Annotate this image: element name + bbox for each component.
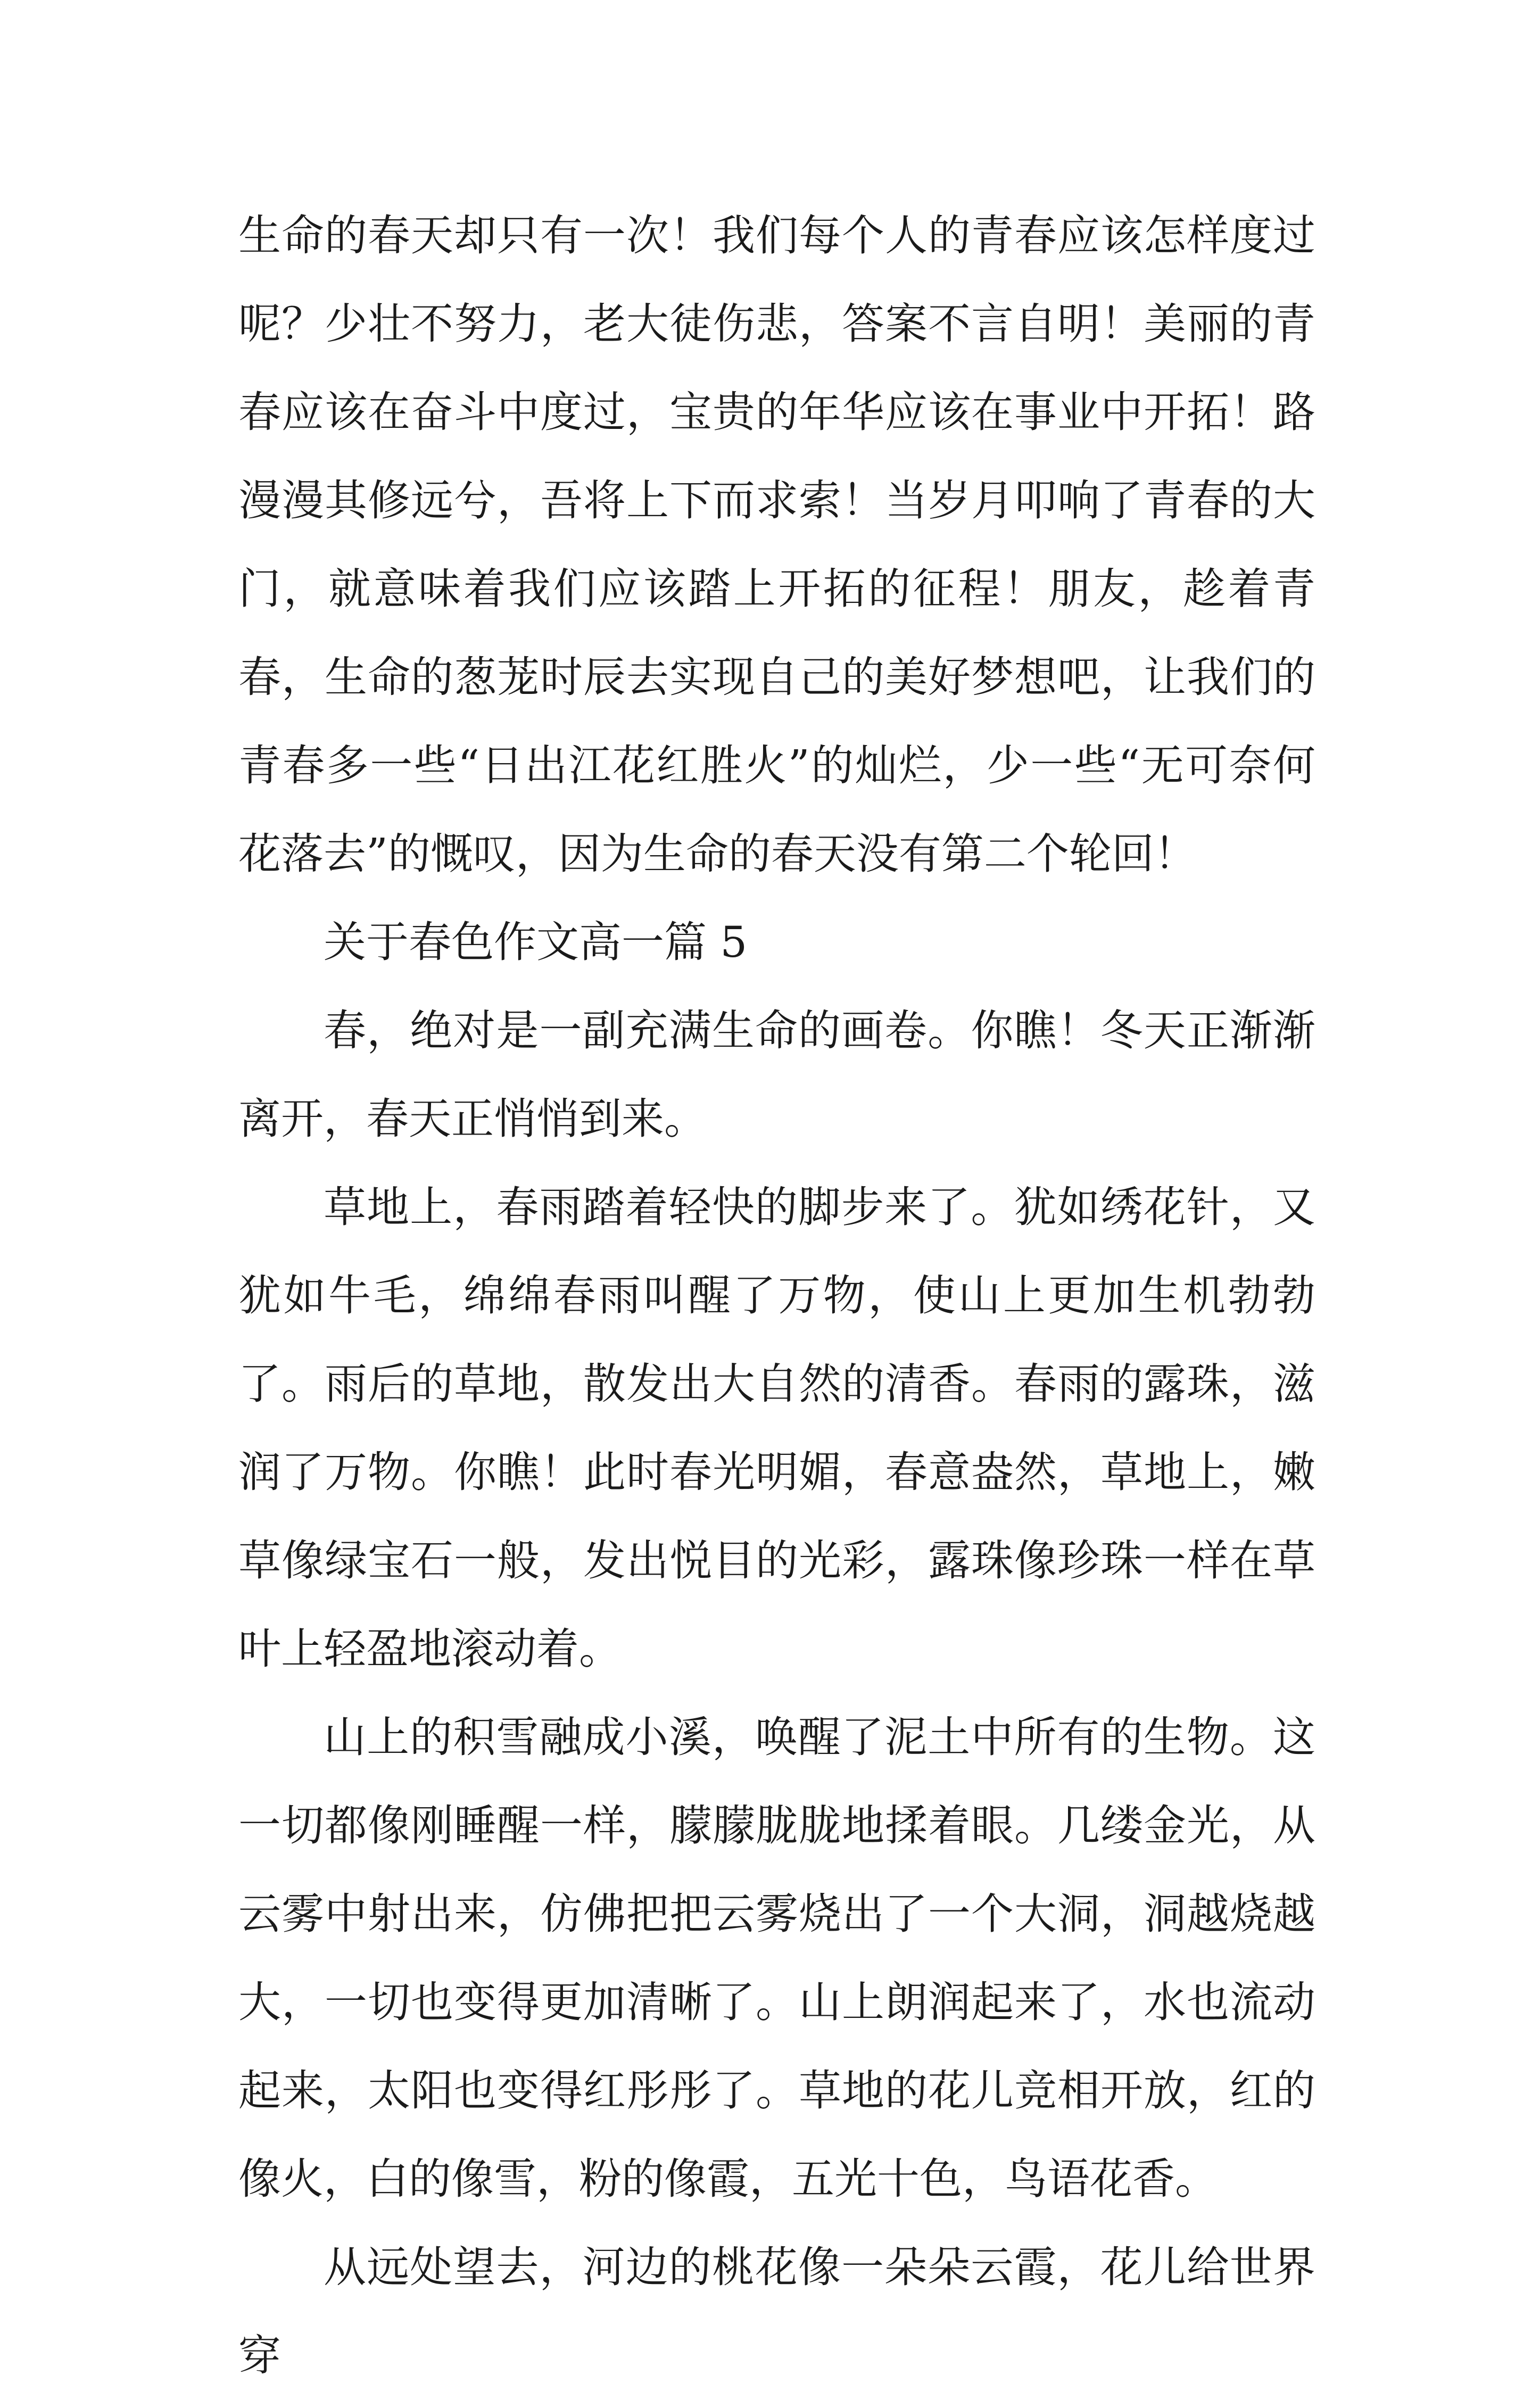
section-heading: 关于春色作文高一篇 5 [324,917,748,967]
text-column [238,192,1315,2400]
paragraph-1: 生命的春天却只有一次！我们每个人的青春应该怎样度过呢？少壮不努力，老大徒伤悲，答案不言自明！美丽的青春应该在奋斗中度过，宝贵的年华应该在事业中开拓！路漫漫其修远兮，吾将上下而求索！当岁月叩响了青春的大门，就意味着我们应该踏上开拓的征程！朋友，趁着青春，生命的葱茏时辰去实现自己的美好梦想吧，让我们的青春多一些“日出江花红胜火”的灿烂，少一些“无可奈何花落去”的慨叹，因为生命的春天没有第二个轮回！ [238,211,1315,879]
paragraph-2: 春，绝对是一副充满生命的画卷。你瞧！冬天正渐渐离开，春天正悄悄到来。 [238,1006,1315,1144]
paragraph-4: 山上的积雪融成小溪，唤醒了泥土中所有的生物。这一切都像刚睡醒一样，朦朦胧胧地揉着眼。几缕金光，从云雾中射出来，仿佛把把云雾烧出了一个大洞，洞越烧越大，一切也变得更加清晰了。山上朗润起来了，水也流动起来，太阳也变得红彤彤了。草地的花儿竞相开放，红的像火，白的像雪，粉的像霞，五光十色，鸟语花香。 [238,1712,1315,2204]
paragraph-3: 草地上，春雨踏着轻快的脚步来了。犹如绣花针，又犹如牛毛，绵绵春雨叫醒了万物，使山上更加生机勃勃了。雨后的草地，散发出大自然的清香。春雨的露珠，滋润了万物。你瞧！此时春光明媚，春意盎然，草地上，嫩草像绿宝石一般，发出悦目的光彩，露珠像珍珠一样在草叶上轻盈地滚动着。 [238,1182,1315,1674]
paragraph-5: 从远处望去，河边的桃花像一朵朵云霞，花儿给世界穿 [238,2242,1315,2380]
